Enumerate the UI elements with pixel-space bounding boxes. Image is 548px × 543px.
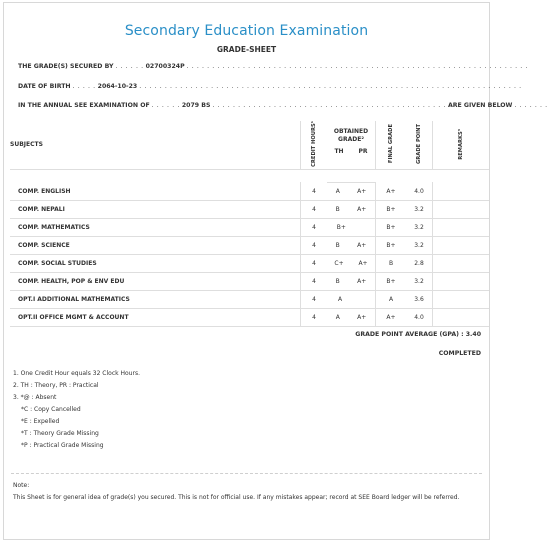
credit-cell: 4 <box>301 182 328 200</box>
th-grade: A <box>335 313 340 321</box>
th-grade: B <box>335 277 340 285</box>
col-remarks <box>433 121 490 169</box>
notes-list <box>13 368 140 452</box>
obtained-cell <box>327 308 376 326</box>
page-subtitle: GRADE-SHEET <box>216 45 277 54</box>
col-point <box>406 121 433 169</box>
table-row <box>10 308 489 326</box>
subject-cell: COMP. MATHEMATICS <box>10 218 301 236</box>
grade-point-cell: 3.2 <box>406 236 433 254</box>
pr-grade: A+ <box>357 187 367 195</box>
table-row <box>10 200 489 218</box>
final-grade-cell: B+ <box>376 236 407 254</box>
footer-text: This Sheet is for general idea of grade(s) you secured. This is not for official use. If any mistakes appear; record at SEE Board ledger will be referred. <box>13 494 460 501</box>
subject-cell: COMP. NEPALI <box>10 200 301 218</box>
obtained-cell <box>327 182 376 200</box>
col-th-label: TH <box>334 148 344 155</box>
subject-cell: OPT.II OFFICE MGMT & ACCOUNT <box>10 308 301 326</box>
grade-sheet <box>3 2 548 540</box>
grade-point-cell: 3.2 <box>406 272 433 290</box>
remarks-cell <box>433 182 490 200</box>
final-grade-cell: A <box>376 290 407 308</box>
final-grade-cell: B+ <box>376 218 407 236</box>
remarks-cell <box>433 254 490 272</box>
col-pr-label: PR <box>358 148 368 155</box>
col-subjects-label: SUBJECTS <box>10 141 43 149</box>
dob-line: DATE OF BIRTH . . . . . 2064-10-23 . . . . . . . . . . . . . . . . . . . . . . . . . . . . . . . . . . . . . . . . . . . . . . . . . . . . . . . . . . . . . . . . . . . . . . . . . . . <box>18 83 522 90</box>
th-grade: B <box>335 205 340 213</box>
grade-point-cell: 4.0 <box>406 182 433 200</box>
obtained-cell <box>327 272 376 290</box>
th-grade: B <box>335 241 340 249</box>
obtained-cell <box>327 290 376 308</box>
obtained-cell <box>327 218 376 236</box>
credit-cell: 4 <box>301 218 328 236</box>
pr-grade: A+ <box>357 313 367 321</box>
footer-divider <box>11 473 482 474</box>
col-final-label: FINAL GRADE <box>388 124 394 164</box>
grade-point-cell: 3.2 <box>406 200 433 218</box>
gpa-summary: GRADE POINT AVERAGE (GPA) : 3.40 <box>355 331 481 338</box>
col-obtained-label: OBTAINED GRADE² <box>333 128 369 143</box>
subject-cell: COMP. SCIENCE <box>10 236 301 254</box>
subject-cell: COMP. SOCIAL STUDIES <box>10 254 301 272</box>
obtained-cell <box>327 254 376 272</box>
symbol-line: THE GRADE(S) SECURED BY . . . . . . 02700324P . . . . . . . . . . . . . . . . . . . . . . . . . . . . . . . . . . . . . . . . . . . . . . . . . . . . . . . . . . . . . . . . . . . <box>18 63 528 70</box>
remarks-cell <box>433 272 490 290</box>
page-title: Secondary Education Examination <box>124 23 369 39</box>
note-item: 1. One Credit Hour equals 32 Clock Hours. <box>13 370 140 377</box>
pr-grade: A+ <box>358 259 368 267</box>
subject-cell: OPT.I ADDITIONAL MATHEMATICS <box>10 290 301 308</box>
grade-point-cell: 4.0 <box>406 308 433 326</box>
note-item: 2. TH : Theory, PR : Practical <box>13 382 99 389</box>
footer-heading: Note: <box>13 482 30 489</box>
grade-point-cell: 3.6 <box>406 290 433 308</box>
exam-line: IN THE ANNUAL SEE EXAMINATION OF . . . . . . 2079 BS . . . . . . . . . . . . . . . . . . . . . . . . . . . . . . . . . . . . . . . . . . . . . . ARE GIVEN BELOW . . . . . . . <box>18 102 548 109</box>
col-remarks-label: REMARKS³ <box>458 128 464 160</box>
final-grade-cell: A+ <box>376 182 407 200</box>
pr-grade: A+ <box>357 205 367 213</box>
note-item: *P : Practical Grade Missing <box>21 442 104 449</box>
final-grade-cell: B+ <box>376 200 407 218</box>
table-row <box>10 272 489 290</box>
credit-cell: 4 <box>301 290 328 308</box>
final-grade-cell: B <box>376 254 407 272</box>
credit-cell: 4 <box>301 254 328 272</box>
col-credit-label: CREDIT HOURS¹ <box>311 121 317 167</box>
remarks-cell <box>433 290 490 308</box>
obtained-cell <box>327 236 376 254</box>
col-subjects <box>10 121 301 169</box>
pr-grade: A+ <box>357 277 367 285</box>
exam-suffix: ARE GIVEN BELOW <box>447 102 513 109</box>
remarks-cell <box>433 200 490 218</box>
exam-label: IN THE ANNUAL SEE EXAMINATION OF <box>18 102 150 109</box>
dob-value: 2064-10-23 <box>97 83 138 90</box>
final-grade-cell: B+ <box>376 272 407 290</box>
credit-cell: 4 <box>301 200 328 218</box>
dob-label: DATE OF BIRTH <box>18 83 71 90</box>
col-final <box>376 121 407 169</box>
col-obtained <box>327 121 376 169</box>
subject-cell: COMP. ENGLISH <box>10 182 301 200</box>
table-row <box>10 236 489 254</box>
result-status: COMPLETED <box>438 350 481 357</box>
note-item: *E : Expelled <box>21 418 60 425</box>
th-grade: B+ <box>336 223 346 231</box>
note-item: 3. *@ : Absent <box>13 394 57 401</box>
final-grade-cell: A+ <box>376 308 407 326</box>
exam-year: 2079 BS <box>181 102 211 109</box>
remarks-cell <box>433 308 490 326</box>
symbol-label: THE GRADE(S) SECURED BY <box>18 63 114 70</box>
grade-point-cell: 3.2 <box>406 218 433 236</box>
obtained-cell <box>327 200 376 218</box>
remarks-cell <box>433 218 490 236</box>
symbol-number: 02700324P <box>145 63 185 70</box>
table-row <box>10 254 489 272</box>
pr-grade: A+ <box>357 241 367 249</box>
th-grade: A <box>337 295 343 303</box>
note-item: *C : Copy Cancelled <box>21 406 81 413</box>
grade-point-cell: 2.8 <box>406 254 433 272</box>
table-row <box>10 218 489 236</box>
col-point-label: GRADE POINT <box>416 123 422 164</box>
table-row <box>10 182 489 200</box>
th-grade: C+ <box>334 259 344 267</box>
credit-cell: 4 <box>301 272 328 290</box>
table-row <box>10 290 489 308</box>
subject-cell: COMP. HEALTH, POP & ENV EDU <box>10 272 301 290</box>
credit-cell: 4 <box>301 236 328 254</box>
grades-table <box>10 121 489 327</box>
th-grade: A <box>335 187 340 195</box>
note-item: *T : Theory Grade Missing <box>21 430 99 437</box>
credit-cell: 4 <box>301 308 328 326</box>
remarks-cell <box>433 236 490 254</box>
col-credit <box>301 121 328 169</box>
